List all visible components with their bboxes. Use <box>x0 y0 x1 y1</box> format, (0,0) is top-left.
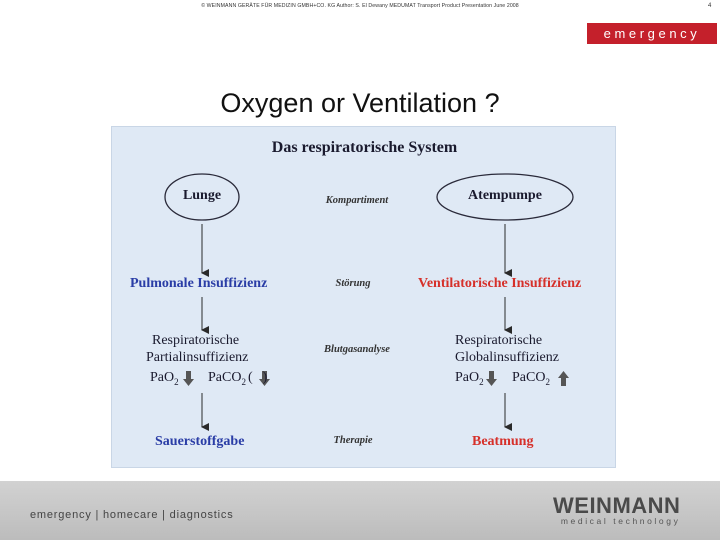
left-pao2: PaO$_2$ <box>150 370 179 387</box>
left-pao2-down-arrow <box>183 371 194 386</box>
right-pao2-down-arrow <box>486 371 497 386</box>
page-number: 4 <box>708 3 712 9</box>
pulmonary-insufficiency: Pulmonale Insuffizienz <box>130 276 268 291</box>
ventilatory-insufficiency: Ventilatorische Insuffizienz <box>418 276 582 291</box>
respiratory-system-diagram <box>111 126 616 468</box>
ventilation-therapy: Beatmung <box>472 434 534 449</box>
footer-tagline: emergency | homecare | diagnostics <box>30 509 234 521</box>
right-respiratory-line2: Globalinsuffizienz <box>455 350 559 365</box>
weinmann-logo <box>553 495 680 526</box>
compartment-label: Kompartiment <box>325 195 389 206</box>
right-respiratory-line1: Respiratorische <box>455 333 543 348</box>
diagram-graphics <box>112 127 617 469</box>
emergency-badge: emergency <box>587 23 717 44</box>
header-line: © WEINMANN GERÄTE FÜR MEDIZIN GMBH+CO. KG Author: S. El Dewany MEDUMAT Transport Product Presentation June 2008 <box>201 3 519 9</box>
diagram-title: Das respiratorische System <box>271 139 458 156</box>
blood-gas-label: Blutgasanalyse <box>324 344 390 355</box>
oxygen-therapy: Sauerstoffgabe <box>155 434 245 449</box>
lunge-label: Lunge <box>182 188 222 203</box>
left-paco2: PaCO$_2$ ( ) <box>208 370 268 387</box>
therapy-label: Therapie <box>333 435 373 446</box>
right-paco2: PaCO$_2$ <box>512 370 550 387</box>
logo-subtitle: medical technology <box>560 516 681 526</box>
slide-title: Oxygen or Ventilation ? <box>220 88 500 118</box>
left-respiratory-line1: Respiratorische <box>152 333 240 348</box>
logo-wordmark: WEINMANN <box>553 493 681 518</box>
disorder-label: Störung <box>335 278 371 289</box>
right-paco2-up-arrow <box>558 371 569 386</box>
right-pao2: PaO$_2$ <box>455 370 484 387</box>
atempumpe-label: Atempumpe <box>468 188 542 203</box>
left-respiratory-line2: Partialinsuffizienz <box>146 350 249 365</box>
